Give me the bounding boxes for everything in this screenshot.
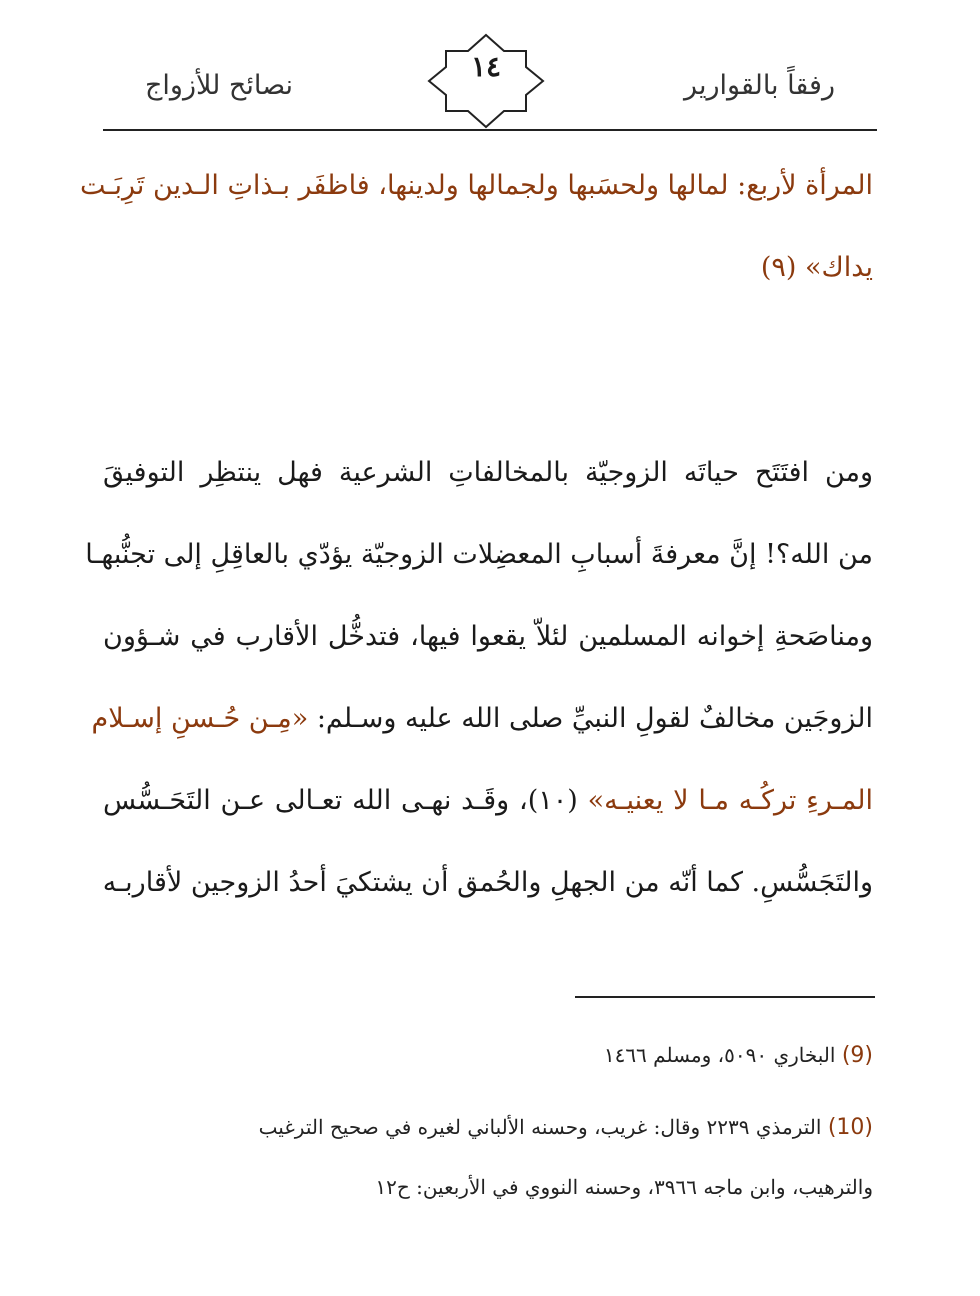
paragraph-line-4 <box>91 699 873 739</box>
book-title-header: رفقاً بالقوارير <box>684 70 835 101</box>
hadith-quote-start: «مِـن حُـسنِ إسـلام <box>91 703 309 734</box>
footnote-10 <box>103 1112 873 1143</box>
footnote-ref-10[interactable]: (١٠) <box>527 785 578 816</box>
paragraph-line-4-text: الزوجَين مخالفٌ لقولِ النبيِّ صلى الله عليه وسـلم: <box>316 703 873 734</box>
footnote-ref-9[interactable]: (٩) <box>760 252 797 283</box>
paragraph-line-2: من الله؟! إنَّ معرفةَ أسبابِ المعضِلات الزوجيّة يؤدّي بالعاقِلِ إلى تجنُّبهـا <box>85 539 873 570</box>
page-number: ١٤ <box>470 50 502 83</box>
footnote-separator <box>575 996 875 998</box>
hadith-line-2 <box>103 248 873 288</box>
footnote-text: البخاري ٥٠٩٠، ومسلم ١٤٦٦ <box>603 1043 836 1067</box>
hadith-quote-end: المـرءِ تركُـه مـا لا يعنيـه» <box>587 785 873 816</box>
hadith-line-1: المرأة لأربع: لمالها ولحسَبها ولجمالها ولدينها، فاظفَر بـذاتِ الـدين تَرِبَـت <box>80 170 873 201</box>
hadith-end-text: يداك» <box>805 252 873 283</box>
paragraph-line-1: ومن افتَتَح حياتَه الزوجيّة بالمخالفاتِ الشرعية فهل ينتظِر التوفيقَ <box>103 457 873 488</box>
footnote-10-continuation: والترهيب، وابن ماجه ٣٩٦٦، وحسنه النووي في الأربعين: ح١٢ <box>375 1175 873 1199</box>
footnote-text: الترمذي ٢٢٣٩ وقال: غريب، وحسنه الألباني لغيره في صحيح الترغيب <box>258 1115 822 1139</box>
paragraph-line-3: ومناصَحةِ إخوانه المسلمين لئلاّ يقعوا فيها، فتدخُّل الأقارب في شـؤون <box>103 621 873 652</box>
section-title-header: نصائح للأزواج <box>145 70 294 101</box>
footnote-number: (10) <box>827 1115 873 1140</box>
paragraph-line-5-text: ، وقَـد نهـى الله تعـالى عـن التَحَـسُّس <box>103 785 528 816</box>
paragraph-line-5 <box>103 781 873 821</box>
footnote-9 <box>103 1040 873 1071</box>
footnote-number: (9) <box>841 1043 873 1068</box>
header-divider <box>103 129 877 131</box>
paragraph-line-6: والتَجَسُّسِ. كما أنّه من الجهلِ والحُمق أن يشتكيَ أحدُ الزوجين لأقاربـه <box>102 867 873 898</box>
